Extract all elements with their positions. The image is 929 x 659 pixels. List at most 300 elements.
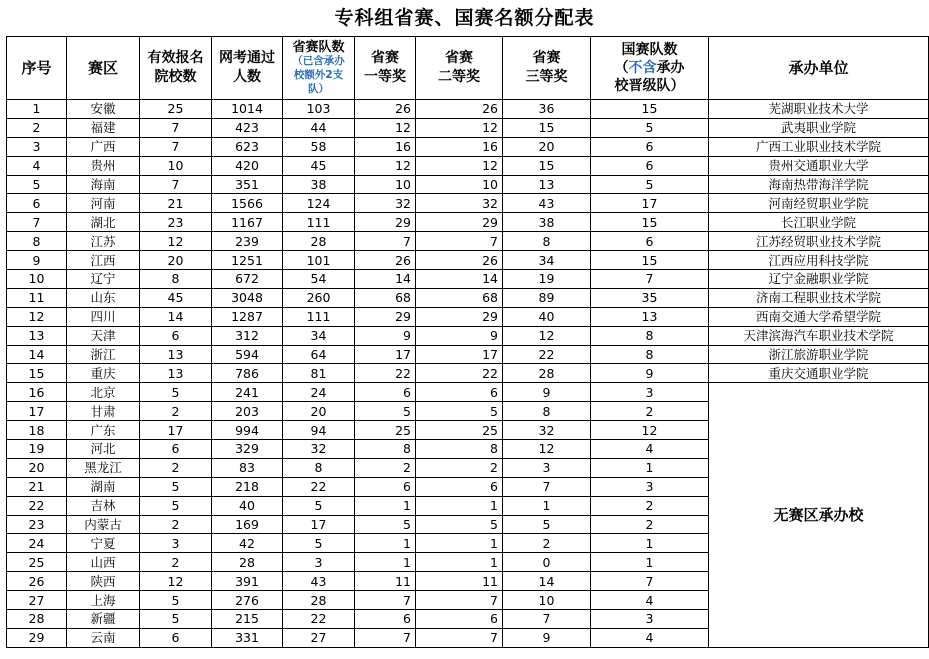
table-row: [7, 364, 929, 383]
cell-passed: 1251: [212, 251, 283, 270]
cell-schools: 25: [140, 100, 212, 119]
cell-host: 江苏经贸职业技术学院: [709, 232, 929, 251]
cell-schools: 6: [140, 440, 212, 459]
cell-first-prize: 26: [355, 251, 416, 270]
cell-second-prize: 12: [416, 156, 503, 175]
cell-passed: 623: [212, 137, 283, 156]
cell-seq: 29: [7, 628, 67, 647]
cell-host: 芜湖职业技术大学: [709, 100, 929, 119]
header-nat-label: 国赛队数: [621, 42, 678, 58]
cell-prov-teams: 24: [283, 383, 355, 402]
cell-first-prize: 10: [355, 175, 416, 194]
cell-region: 贵州: [67, 156, 140, 175]
cell-second-prize: 7: [416, 232, 503, 251]
cell-second-prize: 1: [416, 534, 503, 553]
cell-schools: 10: [140, 156, 212, 175]
header-seq: 序号: [7, 37, 67, 100]
cell-region: 云南: [67, 628, 140, 647]
cell-seq: 24: [7, 534, 67, 553]
header-schools: [140, 37, 212, 100]
cell-national-teams: 2: [591, 402, 709, 421]
cell-third-prize: 10: [503, 591, 591, 610]
cell-schools: 7: [140, 118, 212, 137]
header-nat-line3: 校晋级队）: [614, 78, 685, 94]
cell-first-prize: 25: [355, 421, 416, 440]
header-schools-line2: 院校数: [154, 69, 197, 85]
cell-third-prize: 32: [503, 421, 591, 440]
cell-national-teams: 12: [591, 421, 709, 440]
header-third-line1: 省赛: [532, 50, 561, 66]
cell-first-prize: 12: [355, 156, 416, 175]
cell-passed: 391: [212, 572, 283, 591]
cell-national-teams: 1: [591, 458, 709, 477]
cell-national-teams: 8: [591, 326, 709, 345]
cell-national-teams: 6: [591, 137, 709, 156]
cell-seq: 10: [7, 270, 67, 289]
header-second-line1: 省赛: [445, 50, 473, 66]
cell-prov-teams: 101: [283, 251, 355, 270]
cell-prov-teams: 64: [283, 345, 355, 364]
cell-host: 天津滨海汽车职业技术学院: [709, 326, 929, 345]
cell-region: 北京: [67, 383, 140, 402]
cell-first-prize: 12: [355, 118, 416, 137]
cell-no-host: 无赛区承办校: [709, 383, 929, 647]
cell-national-teams: 1: [591, 534, 709, 553]
cell-prov-teams: 28: [283, 591, 355, 610]
cell-passed: 786: [212, 364, 283, 383]
cell-third-prize: 28: [503, 364, 591, 383]
cell-seq: 3: [7, 137, 67, 156]
cell-prov-teams: 45: [283, 156, 355, 175]
cell-third-prize: 8: [503, 232, 591, 251]
cell-third-prize: 8: [503, 402, 591, 421]
cell-third-prize: 5: [503, 515, 591, 534]
cell-schools: 2: [140, 553, 212, 572]
cell-passed: 1566: [212, 194, 283, 213]
cell-prov-teams: 20: [283, 402, 355, 421]
table-body: [7, 100, 929, 648]
cell-seq: 28: [7, 610, 67, 629]
cell-schools: 12: [140, 232, 212, 251]
cell-second-prize: 26: [416, 100, 503, 119]
cell-seq: 12: [7, 307, 67, 326]
cell-first-prize: 14: [355, 270, 416, 289]
cell-seq: 27: [7, 591, 67, 610]
header-third-prize: [503, 37, 591, 100]
cell-first-prize: 11: [355, 572, 416, 591]
cell-national-teams: 9: [591, 364, 709, 383]
cell-host: 长江职业学院: [709, 213, 929, 232]
cell-first-prize: 7: [355, 591, 416, 610]
cell-passed: 312: [212, 326, 283, 345]
cell-first-prize: 6: [355, 477, 416, 496]
cell-third-prize: 1: [503, 496, 591, 515]
page-title: 专科组省赛、国赛名额分配表: [334, 7, 595, 29]
cell-schools: 14: [140, 307, 212, 326]
cell-seq: 6: [7, 194, 67, 213]
cell-national-teams: 8: [591, 345, 709, 364]
cell-third-prize: 12: [503, 326, 591, 345]
cell-region: 山东: [67, 288, 140, 307]
cell-first-prize: 8: [355, 440, 416, 459]
cell-national-teams: 6: [591, 156, 709, 175]
cell-prov-teams: 34: [283, 326, 355, 345]
cell-host: 武夷职业学院: [709, 118, 929, 137]
cell-region: 吉林: [67, 496, 140, 515]
cell-national-teams: 5: [591, 175, 709, 194]
cell-region: 福建: [67, 118, 140, 137]
cell-prov-teams: 111: [283, 307, 355, 326]
cell-host: 河南经贸职业学院: [709, 194, 929, 213]
cell-second-prize: 32: [416, 194, 503, 213]
cell-seq: 1: [7, 100, 67, 119]
cell-first-prize: 9: [355, 326, 416, 345]
header-first-line2: 一等奖: [364, 69, 406, 85]
cell-passed: 1287: [212, 307, 283, 326]
cell-prov-teams: 22: [283, 477, 355, 496]
cell-national-teams: 3: [591, 610, 709, 629]
cell-seq: 26: [7, 572, 67, 591]
cell-second-prize: 17: [416, 345, 503, 364]
cell-schools: 17: [140, 421, 212, 440]
cell-national-teams: 3: [591, 477, 709, 496]
header-row: [7, 37, 929, 100]
cell-second-prize: 11: [416, 572, 503, 591]
cell-national-teams: 15: [591, 251, 709, 270]
header-passed-line2: 人数: [233, 69, 261, 85]
cell-region: 江西: [67, 251, 140, 270]
cell-passed: 1167: [212, 213, 283, 232]
cell-national-teams: 4: [591, 628, 709, 647]
cell-first-prize: 7: [355, 232, 416, 251]
cell-seq: 13: [7, 326, 67, 345]
cell-schools: 8: [140, 270, 212, 289]
cell-region: 江苏: [67, 232, 140, 251]
cell-national-teams: 17: [591, 194, 709, 213]
cell-second-prize: 12: [416, 118, 503, 137]
cell-region: 四川: [67, 307, 140, 326]
header-first-line1: 省赛: [371, 50, 399, 66]
cell-third-prize: 7: [503, 610, 591, 629]
cell-schools: 12: [140, 572, 212, 591]
cell-third-prize: 13: [503, 175, 591, 194]
cell-seq: 14: [7, 345, 67, 364]
cell-prov-teams: 5: [283, 534, 355, 553]
cell-passed: 594: [212, 345, 283, 364]
header-second-prize: [416, 37, 503, 100]
cell-first-prize: 29: [355, 213, 416, 232]
cell-passed: 239: [212, 232, 283, 251]
header-first-prize: [355, 37, 416, 100]
cell-region: 天津: [67, 326, 140, 345]
table-row: [7, 137, 929, 156]
cell-third-prize: 22: [503, 345, 591, 364]
cell-schools: 13: [140, 364, 212, 383]
cell-second-prize: 8: [416, 440, 503, 459]
cell-second-prize: 29: [416, 307, 503, 326]
cell-prov-teams: 28: [283, 232, 355, 251]
header-prov-teams-note2: 校额外2支: [293, 68, 344, 81]
cell-seq: 9: [7, 251, 67, 270]
cell-second-prize: 22: [416, 364, 503, 383]
cell-region: 宁夏: [67, 534, 140, 553]
cell-first-prize: 32: [355, 194, 416, 213]
cell-second-prize: 25: [416, 421, 503, 440]
cell-prov-teams: 8: [283, 458, 355, 477]
header-passed-line1: 网考通过: [219, 50, 275, 66]
cell-seq: 25: [7, 553, 67, 572]
cell-second-prize: 2: [416, 458, 503, 477]
table-row: [7, 194, 929, 213]
table-row: [7, 156, 929, 175]
header-prov-teams-note3: 队）: [308, 82, 329, 95]
cell-third-prize: 36: [503, 100, 591, 119]
cell-passed: 672: [212, 270, 283, 289]
allocation-table: [6, 36, 929, 648]
cell-second-prize: 29: [416, 213, 503, 232]
cell-passed: 3048: [212, 288, 283, 307]
cell-schools: 21: [140, 194, 212, 213]
cell-prov-teams: 54: [283, 270, 355, 289]
table-row: [7, 251, 929, 270]
cell-schools: 5: [140, 383, 212, 402]
table-row: [7, 232, 929, 251]
cell-first-prize: 2: [355, 458, 416, 477]
cell-prov-teams: 58: [283, 137, 355, 156]
cell-second-prize: 6: [416, 383, 503, 402]
cell-prov-teams: 32: [283, 440, 355, 459]
cell-schools: 2: [140, 402, 212, 421]
cell-prov-teams: 27: [283, 628, 355, 647]
cell-schools: 3: [140, 534, 212, 553]
cell-prov-teams: 17: [283, 515, 355, 534]
cell-second-prize: 6: [416, 610, 503, 629]
cell-national-teams: 4: [591, 440, 709, 459]
cell-first-prize: 6: [355, 610, 416, 629]
cell-third-prize: 9: [503, 383, 591, 402]
cell-region: 新疆: [67, 610, 140, 629]
cell-schools: 6: [140, 628, 212, 647]
cell-schools: 23: [140, 213, 212, 232]
header-second-line2: 二等奖: [438, 69, 480, 85]
cell-schools: 7: [140, 137, 212, 156]
cell-passed: 329: [212, 440, 283, 459]
cell-third-prize: 3: [503, 458, 591, 477]
cell-third-prize: 2: [503, 534, 591, 553]
cell-third-prize: 43: [503, 194, 591, 213]
cell-first-prize: 5: [355, 402, 416, 421]
cell-first-prize: 16: [355, 137, 416, 156]
cell-passed: 276: [212, 591, 283, 610]
cell-passed: 218: [212, 477, 283, 496]
cell-region: 山西: [67, 553, 140, 572]
cell-passed: 351: [212, 175, 283, 194]
cell-national-teams: 6: [591, 232, 709, 251]
cell-region: 广东: [67, 421, 140, 440]
cell-seq: 16: [7, 383, 67, 402]
cell-schools: 13: [140, 345, 212, 364]
table-row: [7, 175, 929, 194]
cell-schools: 7: [140, 175, 212, 194]
cell-prov-teams: 111: [283, 213, 355, 232]
cell-passed: 42: [212, 534, 283, 553]
cell-third-prize: 9: [503, 628, 591, 647]
header-region: 赛区: [67, 37, 140, 100]
cell-seq: 2: [7, 118, 67, 137]
cell-national-teams: 4: [591, 591, 709, 610]
header-nat-open: （: [614, 60, 629, 76]
cell-second-prize: 6: [416, 477, 503, 496]
cell-prov-teams: 81: [283, 364, 355, 383]
cell-prov-teams: 5: [283, 496, 355, 515]
cell-passed: 203: [212, 402, 283, 421]
cell-region: 甘肃: [67, 402, 140, 421]
cell-region: 上海: [67, 591, 140, 610]
cell-second-prize: 26: [416, 251, 503, 270]
cell-schools: 2: [140, 458, 212, 477]
cell-prov-teams: 44: [283, 118, 355, 137]
cell-schools: 5: [140, 496, 212, 515]
cell-third-prize: 20: [503, 137, 591, 156]
header-nat-not: 不含: [628, 60, 657, 76]
cell-seq: 18: [7, 421, 67, 440]
cell-schools: 5: [140, 610, 212, 629]
table-row: [7, 213, 929, 232]
cell-first-prize: 7: [355, 628, 416, 647]
cell-second-prize: 1: [416, 496, 503, 515]
cell-region: 黑龙江: [67, 458, 140, 477]
cell-region: 浙江: [67, 345, 140, 364]
cell-national-teams: 5: [591, 118, 709, 137]
cell-prov-teams: 124: [283, 194, 355, 213]
cell-national-teams: 7: [591, 270, 709, 289]
cell-host: 海南热带海洋学院: [709, 175, 929, 194]
header-prov-teams-note1: （已含承办: [292, 54, 345, 67]
header-national-teams: [591, 37, 709, 100]
cell-third-prize: 12: [503, 440, 591, 459]
cell-seq: 23: [7, 515, 67, 534]
cell-national-teams: 35: [591, 288, 709, 307]
cell-seq: 20: [7, 458, 67, 477]
cell-region: 安徽: [67, 100, 140, 119]
cell-third-prize: 34: [503, 251, 591, 270]
cell-schools: 20: [140, 251, 212, 270]
cell-second-prize: 7: [416, 628, 503, 647]
cell-region: 河北: [67, 440, 140, 459]
cell-passed: 1014: [212, 100, 283, 119]
cell-passed: 28: [212, 553, 283, 572]
cell-prov-teams: 43: [283, 572, 355, 591]
cell-schools: 5: [140, 591, 212, 610]
cell-second-prize: 10: [416, 175, 503, 194]
cell-passed: 241: [212, 383, 283, 402]
cell-passed: 169: [212, 515, 283, 534]
cell-second-prize: 1: [416, 553, 503, 572]
cell-seq: 19: [7, 440, 67, 459]
header-nat-rest: 承办: [656, 60, 685, 76]
header-third-line2: 三等奖: [525, 69, 568, 85]
cell-national-teams: 15: [591, 100, 709, 119]
cell-region: 广西: [67, 137, 140, 156]
table-row: [7, 326, 929, 345]
header-prov-teams: [283, 37, 355, 100]
cell-second-prize: 9: [416, 326, 503, 345]
cell-region: 重庆: [67, 364, 140, 383]
cell-third-prize: 14: [503, 572, 591, 591]
cell-third-prize: 89: [503, 288, 591, 307]
cell-first-prize: 26: [355, 100, 416, 119]
cell-host: 济南工程职业技术学院: [709, 288, 929, 307]
cell-prov-teams: 3: [283, 553, 355, 572]
cell-second-prize: 5: [416, 402, 503, 421]
cell-seq: 17: [7, 402, 67, 421]
cell-second-prize: 68: [416, 288, 503, 307]
cell-prov-teams: 94: [283, 421, 355, 440]
cell-prov-teams: 22: [283, 610, 355, 629]
header-prov-teams-label: 省赛队数: [292, 39, 345, 55]
table-row: [7, 270, 929, 289]
cell-national-teams: 2: [591, 496, 709, 515]
header-passed: [212, 37, 283, 100]
cell-national-teams: 7: [591, 572, 709, 591]
cell-third-prize: 0: [503, 553, 591, 572]
cell-passed: 40: [212, 496, 283, 515]
cell-region: 内蒙古: [67, 515, 140, 534]
cell-second-prize: 14: [416, 270, 503, 289]
cell-prov-teams: 103: [283, 100, 355, 119]
cell-second-prize: 7: [416, 591, 503, 610]
cell-seq: 21: [7, 477, 67, 496]
cell-national-teams: 15: [591, 213, 709, 232]
cell-first-prize: 68: [355, 288, 416, 307]
cell-first-prize: 6: [355, 383, 416, 402]
table-row: [7, 118, 929, 137]
cell-region: 辽宁: [67, 270, 140, 289]
cell-host: 广西工业职业技术学院: [709, 137, 929, 156]
cell-first-prize: 1: [355, 553, 416, 572]
cell-schools: 45: [140, 288, 212, 307]
table-row: [7, 307, 929, 326]
cell-passed: 83: [212, 458, 283, 477]
cell-schools: 6: [140, 326, 212, 345]
cell-third-prize: 15: [503, 118, 591, 137]
cell-seq: 5: [7, 175, 67, 194]
cell-third-prize: 15: [503, 156, 591, 175]
cell-region: 湖北: [67, 213, 140, 232]
cell-third-prize: 7: [503, 477, 591, 496]
cell-host: 重庆交通职业学院: [709, 364, 929, 383]
table-row: [7, 288, 929, 307]
cell-first-prize: 17: [355, 345, 416, 364]
cell-region: 陕西: [67, 572, 140, 591]
cell-national-teams: 13: [591, 307, 709, 326]
cell-passed: 420: [212, 156, 283, 175]
table-row: [7, 100, 929, 119]
cell-first-prize: 1: [355, 534, 416, 553]
cell-second-prize: 16: [416, 137, 503, 156]
cell-first-prize: 5: [355, 515, 416, 534]
cell-prov-teams: 260: [283, 288, 355, 307]
cell-host: 浙江旅游职业学院: [709, 345, 929, 364]
cell-first-prize: 22: [355, 364, 416, 383]
cell-seq: 4: [7, 156, 67, 175]
table-row: [7, 383, 929, 402]
cell-region: 湖南: [67, 477, 140, 496]
cell-third-prize: 40: [503, 307, 591, 326]
cell-national-teams: 3: [591, 383, 709, 402]
cell-first-prize: 1: [355, 496, 416, 515]
cell-third-prize: 38: [503, 213, 591, 232]
